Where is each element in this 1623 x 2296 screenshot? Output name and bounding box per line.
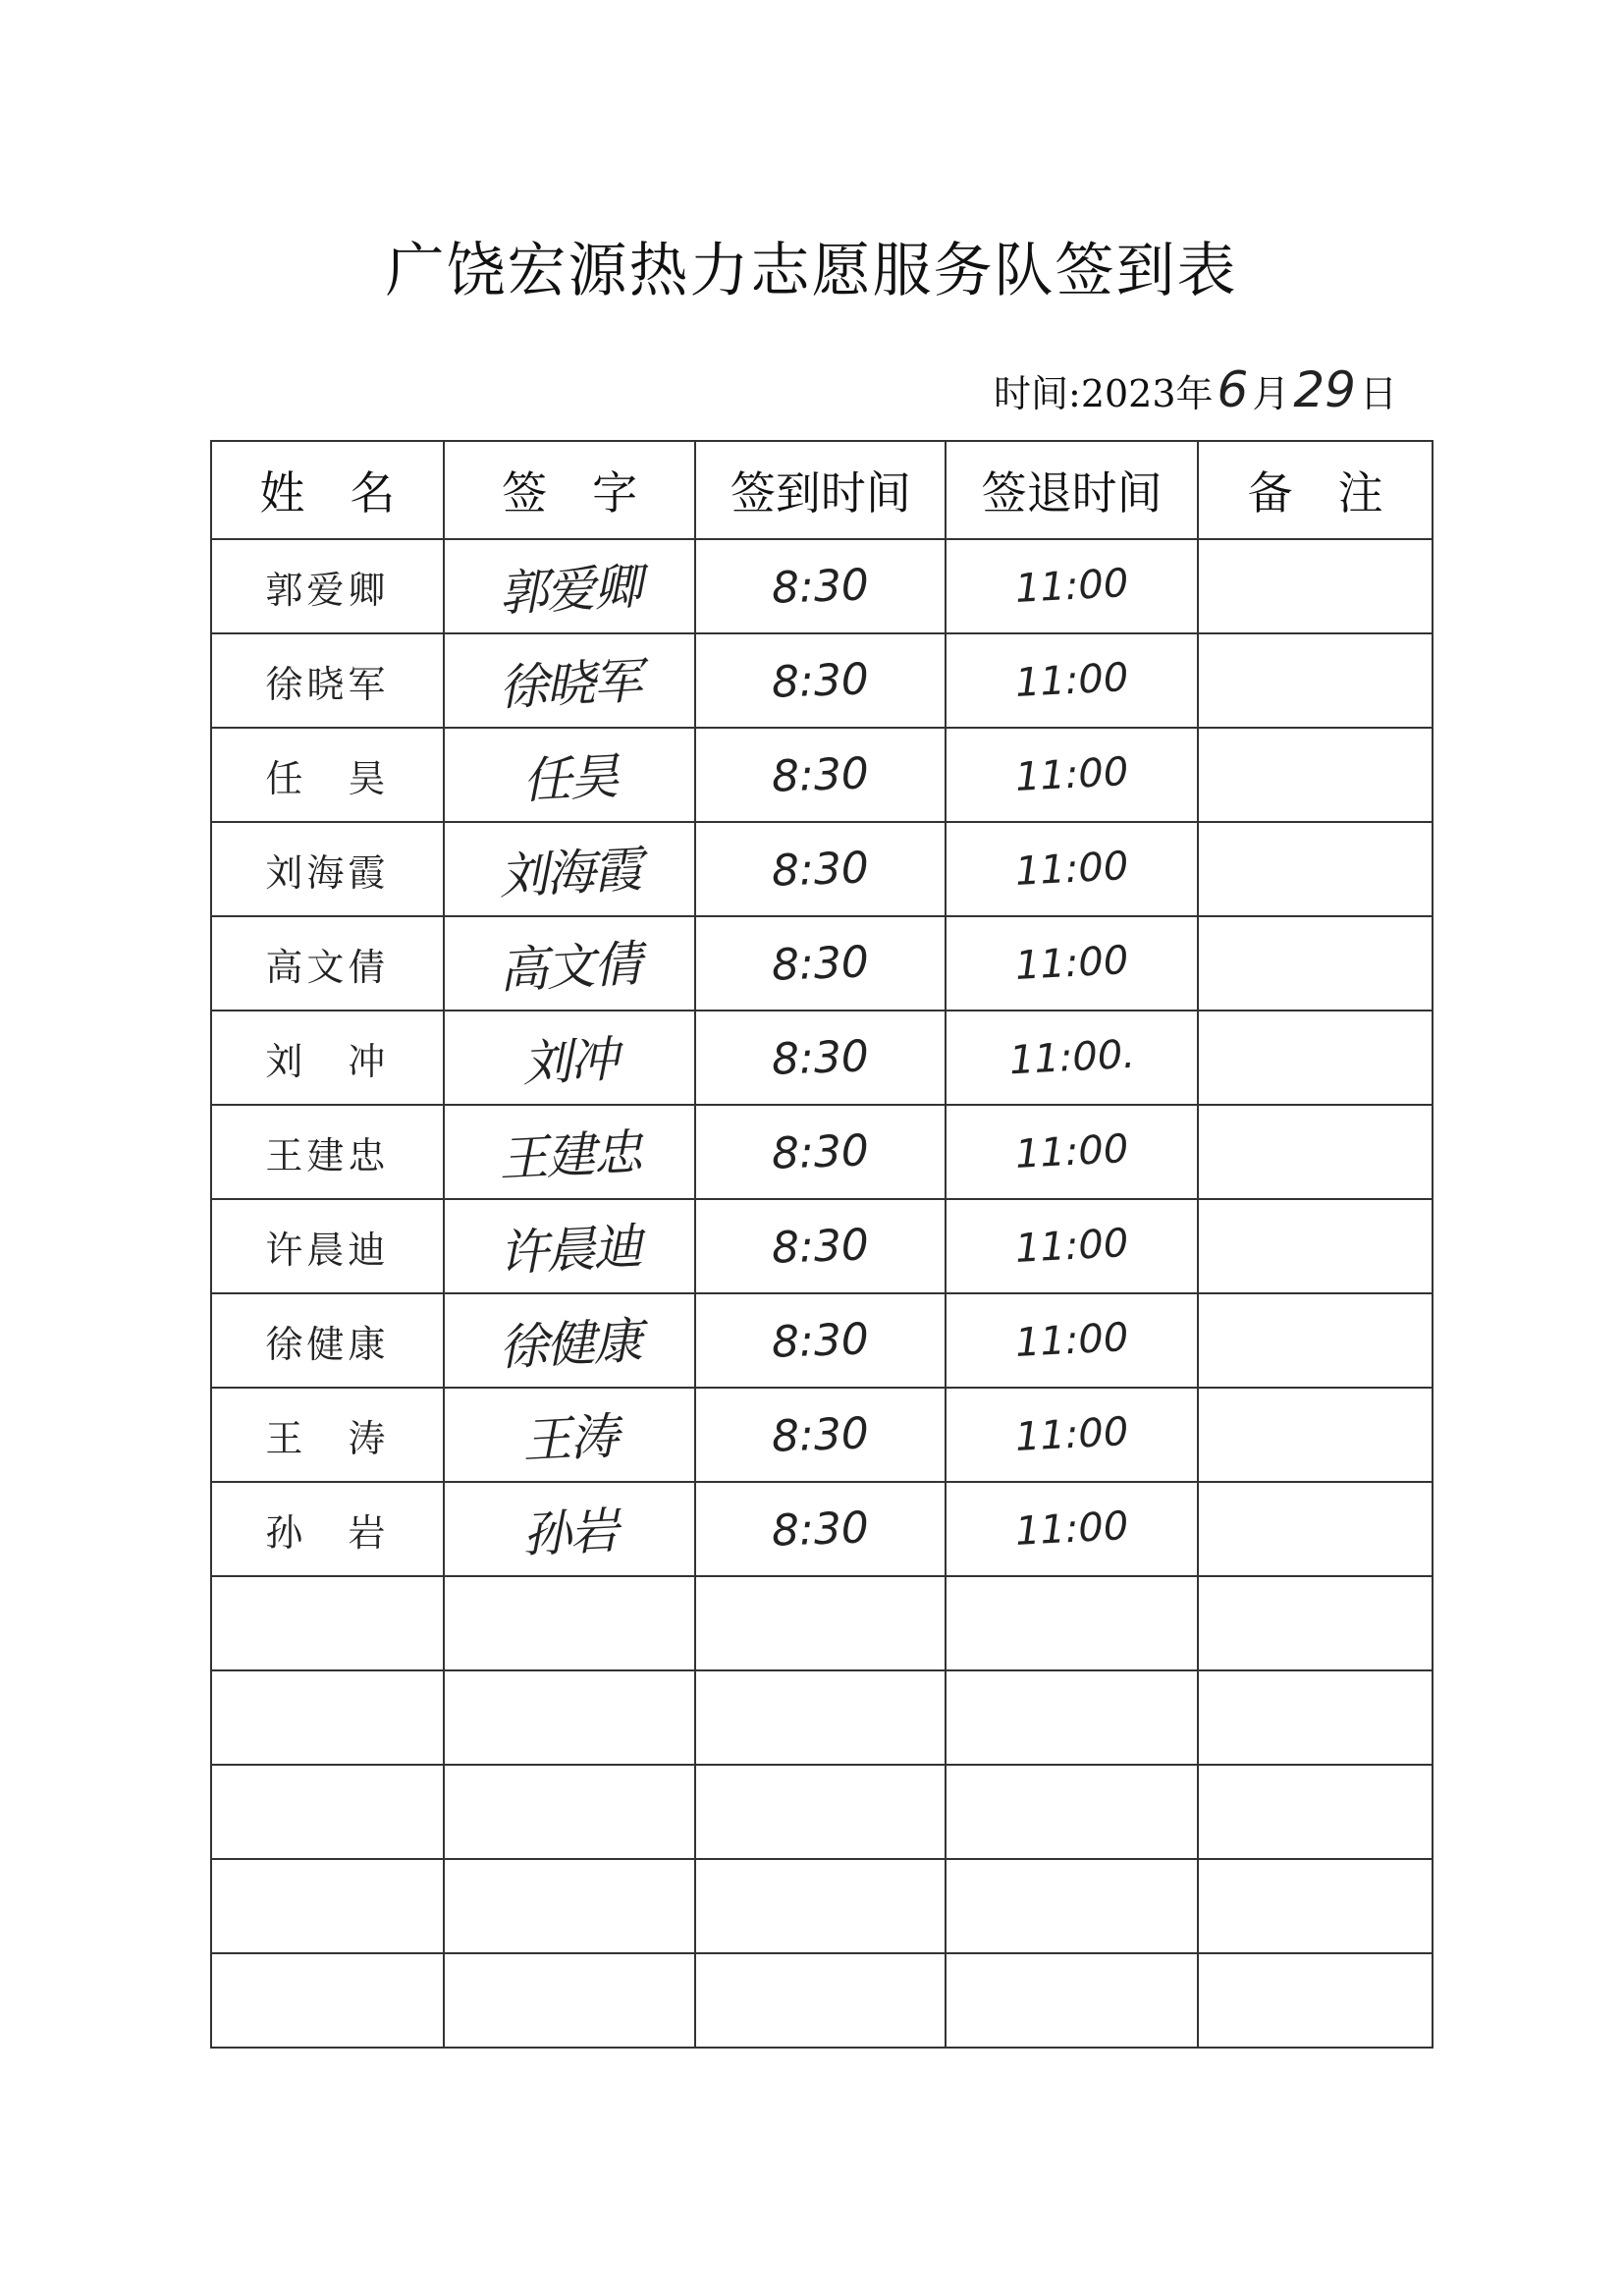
- signature-cell-text: 郭爱卿: [497, 558, 642, 623]
- table-row: [211, 822, 1433, 916]
- table-row: [211, 1011, 1433, 1105]
- note-cell: [1198, 1765, 1433, 1859]
- sign-in-time-cell: [695, 1859, 946, 1953]
- signature-cell: [444, 1765, 696, 1859]
- sign-out-time-cell: [946, 1953, 1198, 2048]
- name-cell: [211, 539, 444, 633]
- name-cell-text: 任 昊: [265, 756, 390, 800]
- sign-in-time-cell: [695, 728, 946, 822]
- note-cell: [1198, 633, 1433, 728]
- signature-cell: [444, 1576, 696, 1670]
- header-sign-in: 签到时间: [695, 441, 946, 539]
- name-cell-text: 高文倩: [265, 945, 390, 989]
- table-row: [211, 1953, 1433, 2048]
- signature-cell: [444, 1953, 696, 2048]
- signature-cell: [444, 822, 696, 916]
- signature-cell: [444, 1293, 696, 1388]
- note-cell: [1198, 539, 1433, 633]
- sign-out-time-cell: [946, 1105, 1198, 1199]
- note-cell: [1198, 728, 1433, 822]
- table-row: [211, 1859, 1433, 1953]
- sign-out-time-cell: [946, 1859, 1198, 1953]
- note-cell: [1198, 1199, 1433, 1293]
- name-cell-text: 徐晓军: [265, 662, 390, 706]
- date-day-unit: 日: [1359, 372, 1397, 415]
- signature-cell: [444, 539, 696, 633]
- sign-out-time-cell: [946, 728, 1198, 822]
- sign-out-time-cell: [946, 1011, 1198, 1105]
- name-cell: [211, 633, 444, 728]
- signature-cell-text: 王建忠: [497, 1123, 642, 1188]
- table-row: [211, 728, 1433, 822]
- signature-cell: [444, 1670, 696, 1765]
- sign-in-time-cell: [695, 916, 946, 1011]
- note-cell: [1198, 916, 1433, 1011]
- name-cell: [211, 822, 444, 916]
- sign-out-time-cell: [946, 633, 1198, 728]
- name-cell: [211, 1105, 444, 1199]
- sign-out-time-cell-text: 11:00: [1013, 844, 1130, 895]
- name-cell-text: 王建忠: [265, 1133, 390, 1177]
- sign-out-time-cell-text: 11:00.: [1007, 1031, 1136, 1084]
- sign-out-time-cell: [946, 1482, 1198, 1576]
- sign-in-time-cell-text: 8:30: [771, 559, 871, 614]
- sign-in-time-cell: [695, 1576, 946, 1670]
- name-cell-text: 许晨迪: [265, 1228, 390, 1272]
- signature-cell: [444, 1859, 696, 1953]
- date-month: 6: [1217, 361, 1249, 418]
- sign-out-time-cell-text: 11:00: [1013, 1503, 1130, 1555]
- note-cell: [1198, 1388, 1433, 1482]
- header-sign-out: 签退时间: [946, 441, 1198, 539]
- sign-in-time-cell: [695, 633, 946, 728]
- sign-in-time-cell-text: 8:30: [771, 1313, 871, 1368]
- note-cell: [1198, 822, 1433, 916]
- table-row: [211, 916, 1433, 1011]
- signature-cell-text: 刘海霞: [497, 841, 642, 905]
- sign-in-time-cell-text: 8:30: [771, 1124, 871, 1179]
- signature-cell: [444, 728, 696, 822]
- sign-out-time-cell: [946, 1576, 1198, 1670]
- signature-cell-text: 王涛: [520, 1407, 619, 1470]
- name-cell: [211, 1199, 444, 1293]
- name-cell: [211, 916, 444, 1011]
- table-row: [211, 539, 1433, 633]
- table-row: [211, 1388, 1433, 1482]
- note-cell: [1198, 1859, 1433, 1953]
- page-title: 广饶宏源热力志愿服务队签到表: [385, 237, 1238, 305]
- date-month-unit: 月: [1252, 372, 1290, 415]
- note-cell: [1198, 1011, 1433, 1105]
- sign-out-time-cell: [946, 1765, 1198, 1859]
- sign-in-time-cell: [695, 1199, 946, 1293]
- signature-cell-text: 任昊: [520, 747, 619, 810]
- sign-in-time-cell-text: 8:30: [771, 1030, 871, 1085]
- name-cell: [211, 1953, 444, 2048]
- table-row: [211, 1293, 1433, 1388]
- sign-out-time-cell: [946, 539, 1198, 633]
- name-cell-text: 郭爱卿: [265, 568, 390, 612]
- name-cell: [211, 1765, 444, 1859]
- note-cell: [1198, 1576, 1433, 1670]
- note-cell: [1198, 1482, 1433, 1576]
- name-cell: [211, 1859, 444, 1953]
- table-row: [211, 1482, 1433, 1576]
- signature-cell: [444, 916, 696, 1011]
- date-prefix: 时间:2023年: [994, 372, 1214, 415]
- name-cell-text: 徐健康: [265, 1322, 390, 1366]
- sign-in-time-cell: [695, 1388, 946, 1482]
- sign-out-time-cell-text: 11:00: [1013, 749, 1130, 800]
- sign-in-time-cell-text: 8:30: [771, 1219, 871, 1274]
- name-cell-text: 王 涛: [265, 1416, 390, 1460]
- table-row: [211, 633, 1433, 728]
- name-cell-text: 孙 岩: [265, 1510, 390, 1555]
- signature-cell: [444, 1388, 696, 1482]
- name-cell: [211, 1576, 444, 1670]
- signature-cell: [444, 1199, 696, 1293]
- note-cell: [1198, 1293, 1433, 1388]
- table-header-row: [211, 441, 1433, 539]
- sign-out-time-cell-text: 11:00: [1013, 938, 1130, 989]
- signature-cell-text: 刘冲: [520, 1030, 619, 1093]
- sign-in-time-cell: [695, 539, 946, 633]
- sign-in-time-cell-text: 8:30: [771, 936, 871, 991]
- name-cell: [211, 1670, 444, 1765]
- sign-out-time-cell: [946, 1388, 1198, 1482]
- header-name: 姓 名: [211, 441, 444, 539]
- sign-out-time-cell: [946, 916, 1198, 1011]
- name-cell-text: 刘 冲: [265, 1039, 390, 1083]
- signature-cell-text: 徐晓军: [497, 652, 642, 717]
- sign-in-time-cell-text: 8:30: [771, 1502, 871, 1557]
- sign-out-time-cell-text: 11:00: [1013, 1409, 1130, 1460]
- sign-out-time-cell-text: 11:00: [1013, 1315, 1130, 1366]
- signature-cell-text: 徐健康: [497, 1312, 642, 1377]
- signature-cell-text: 高文倩: [497, 935, 642, 1000]
- sign-in-table: [210, 440, 1434, 2049]
- sign-out-time-cell-text: 11:00: [1013, 1221, 1130, 1272]
- sign-out-time-cell: [946, 822, 1198, 916]
- sign-in-time-cell: [695, 1011, 946, 1105]
- sign-in-time-cell: [695, 1105, 946, 1199]
- sign-out-time-cell-text: 11:00: [1013, 655, 1130, 706]
- sign-out-time-cell: [946, 1293, 1198, 1388]
- sign-in-time-cell: [695, 1953, 946, 2048]
- sign-out-time-cell-text: 11:00: [1013, 1126, 1130, 1177]
- sign-in-time-cell: [695, 1670, 946, 1765]
- note-cell: [1198, 1105, 1433, 1199]
- name-cell: [211, 1293, 444, 1388]
- table-row: [211, 1199, 1433, 1293]
- sign-in-time-cell-text: 8:30: [771, 747, 871, 802]
- signature-cell: [444, 1011, 696, 1105]
- signature-cell: [444, 633, 696, 728]
- signature-cell-text: 许晨迪: [497, 1218, 642, 1283]
- sign-in-time-cell-text: 8:30: [771, 842, 871, 897]
- name-cell: [211, 728, 444, 822]
- sign-in-time-cell-text: 8:30: [771, 653, 871, 708]
- sign-out-time-cell: [946, 1199, 1198, 1293]
- header-note: 备 注: [1198, 441, 1433, 539]
- sign-in-time-cell: [695, 1293, 946, 1388]
- date-line: [994, 361, 1397, 418]
- sign-in-time-cell: [695, 1482, 946, 1576]
- table-row: [211, 1765, 1433, 1859]
- note-cell: [1198, 1670, 1433, 1765]
- name-cell: [211, 1388, 444, 1482]
- signature-cell: [444, 1482, 696, 1576]
- name-cell: [211, 1482, 444, 1576]
- name-cell-text: 刘海霞: [265, 850, 390, 895]
- header-signature: 签 字: [444, 441, 696, 539]
- date-day: 29: [1293, 361, 1356, 418]
- sign-in-time-cell-text: 8:30: [771, 1407, 871, 1462]
- sign-in-time-cell: [695, 1765, 946, 1859]
- note-cell: [1198, 1953, 1433, 2048]
- signature-cell: [444, 1105, 696, 1199]
- name-cell: [211, 1011, 444, 1105]
- table-row: [211, 1576, 1433, 1670]
- sign-out-time-cell: [946, 1670, 1198, 1765]
- sign-in-time-cell: [695, 822, 946, 916]
- signature-cell-text: 孙岩: [520, 1502, 619, 1564]
- table-row: [211, 1105, 1433, 1199]
- sign-out-time-cell-text: 11:00: [1013, 561, 1130, 612]
- table-row: [211, 1670, 1433, 1765]
